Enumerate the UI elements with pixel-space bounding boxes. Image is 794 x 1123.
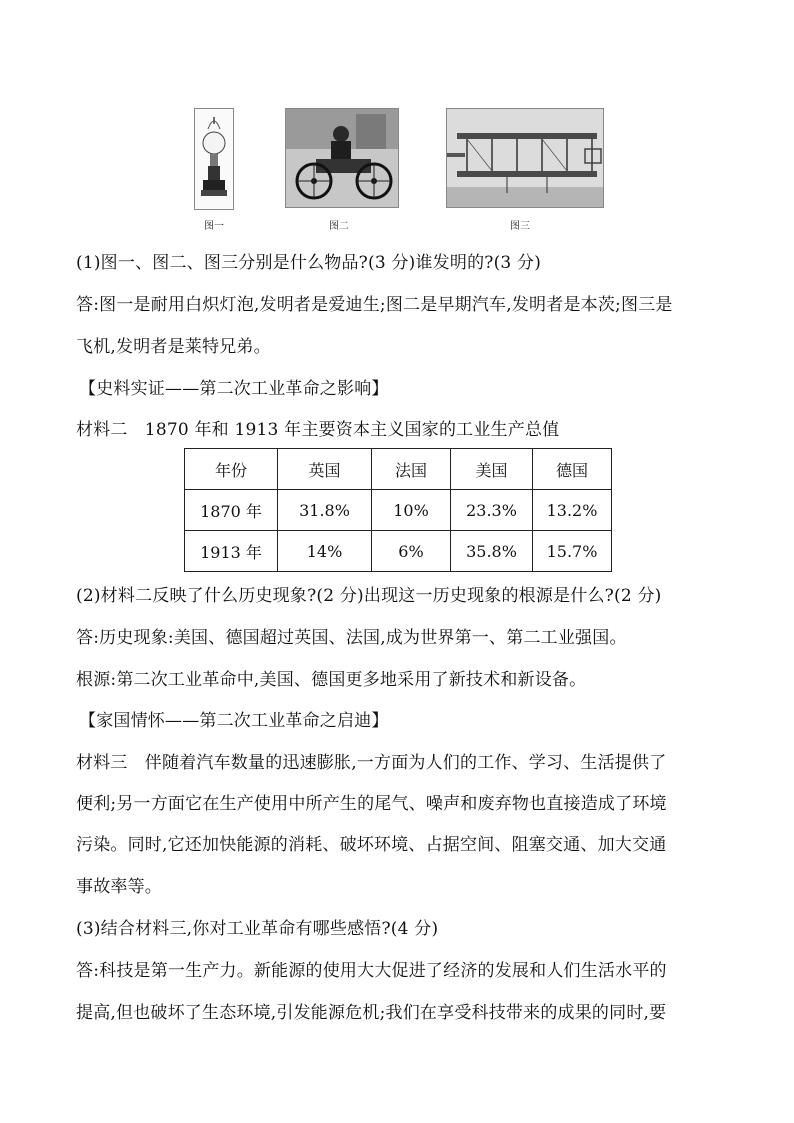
- section-2-title: 【史料实证——第二次工业革命之影响】: [79, 379, 389, 399]
- early-car-image: [285, 108, 399, 208]
- question-2: (2)材料二反映了什么历史现象?(2 分)出现这一历史现象的根源是什么?(2 分): [76, 586, 662, 606]
- figure-3-caption: 图三: [510, 221, 530, 232]
- material-3-line-2: 便利;另一方面它在生产使用中所产生的尾气、噪声和废弃物也直接造成了环境: [76, 794, 667, 814]
- table-cell: 35.8%: [451, 531, 533, 572]
- material-3-line-4: 事故率等。: [76, 877, 162, 897]
- question-3: (3)结合材料三,你对工业革命有哪些感悟?(4 分): [76, 919, 439, 939]
- table-cell: 10%: [372, 490, 451, 531]
- table-cell: 31.8%: [278, 490, 372, 531]
- answer-1-line-2: 飞机,发明者是莱特兄弟。: [76, 337, 271, 357]
- material-3-line-1: 材料三 伴随着汽车数量的迅速膨胀,一方面为人们的工作、学习、生活提供了: [76, 753, 667, 773]
- table-cell: 1870 年: [185, 490, 278, 531]
- table-header-cell: 法国: [372, 449, 451, 490]
- answer-1-line-1: 答:图一是耐用白炽灯泡,发明者是爱迪生;图二是早期汽车,发明者是本茨;图三是: [76, 295, 673, 315]
- table-cell: 1913 年: [185, 531, 278, 572]
- table-cell: 23.3%: [451, 490, 533, 531]
- table-header-cell: 德国: [533, 449, 612, 490]
- light-bulb-image: [194, 108, 234, 210]
- table-header-cell: 英国: [278, 449, 372, 490]
- table-row: [185, 531, 612, 572]
- airplane-image: [446, 108, 604, 208]
- table-cell: 13.2%: [533, 490, 612, 531]
- answer-2-line-1: 答:历史现象:美国、德国超过英国、法国,成为世界第一、第二工业强国。: [76, 628, 627, 648]
- industrial-output-table: [184, 448, 612, 572]
- material-2: 材料二 1870 年和 1913 年主要资本主义国家的工业生产总值: [76, 420, 560, 440]
- table-row: [185, 490, 612, 531]
- question-1: (1)图一、图二、图三分别是什么物品?(3 分)谁发明的?(3 分): [76, 253, 542, 273]
- table-header-cell: 美国: [451, 449, 533, 490]
- answer-2-line-2: 根源:第二次工业革命中,美国、德国更多地采用了新技术和新设备。: [76, 670, 587, 690]
- answer-3-line-2: 提高,但也破坏了生态环境,引发能源危机;我们在享受科技带来的成果的同时,要: [76, 1003, 667, 1023]
- table-header-cell: 年份: [185, 449, 278, 490]
- material-3-line-3: 污染。同时,它还加快能源的消耗、破坏环境、占据空间、阻塞交通、加大交通: [76, 835, 667, 855]
- table-header-row: [185, 449, 612, 490]
- table-cell: 15.7%: [533, 531, 612, 572]
- table-cell: 14%: [278, 531, 372, 572]
- figure-2-caption: 图二: [329, 221, 349, 232]
- section-3-title: 【家国情怀——第二次工业革命之启迪】: [79, 711, 389, 731]
- figure-1-caption: 图一: [204, 221, 224, 232]
- answer-3-line-1: 答:科技是第一生产力。新能源的使用大大促进了经济的发展和人们生活水平的: [76, 961, 667, 981]
- table-cell: 6%: [372, 531, 451, 572]
